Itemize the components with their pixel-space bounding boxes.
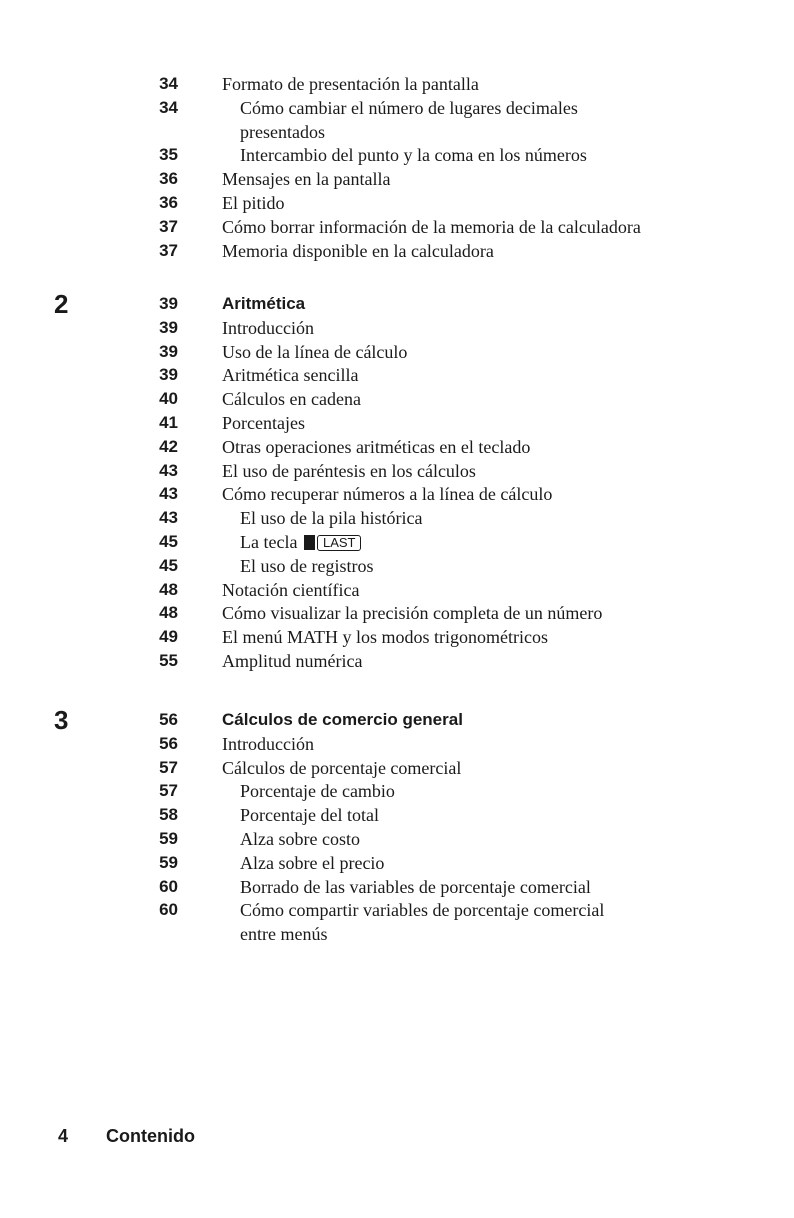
toc-page-number: 60: [159, 900, 178, 920]
toc-entry: [0, 649, 794, 673]
toc-entry-label: Cómo recuperar números a la línea de cálculo: [222, 484, 553, 505]
toc-page-number: 60: [159, 876, 178, 896]
toc-entry-label: El uso de registros: [240, 555, 374, 576]
footer-title: Contenido: [106, 1126, 195, 1146]
toc-entry: [0, 72, 794, 96]
toc-page-number: 40: [159, 389, 178, 409]
footer-page-number: 4: [58, 1126, 69, 1146]
toc-entry-title: [222, 435, 530, 459]
toc-entry-label: Porcentaje del total: [240, 805, 379, 826]
toc-page-number: 35: [159, 145, 178, 165]
toc-entry-title: [240, 143, 587, 167]
toc-entry: [0, 922, 794, 946]
toc-entry-title: [222, 756, 461, 780]
toc-entry-label: Aritmética: [222, 294, 306, 313]
toc-entry-label: Cómo cambiar el número de lugares decimales: [240, 97, 578, 118]
toc-entry-title: [240, 827, 360, 851]
toc-entry-title: [222, 387, 361, 411]
toc-page-number: 39: [159, 365, 178, 385]
toc-page-number: 48: [159, 603, 178, 623]
toc-entry-label: Uso de la línea de cálculo: [222, 341, 408, 362]
toc-entry: [0, 215, 794, 239]
toc-entry: [0, 732, 794, 756]
shift-key-icon: [304, 535, 315, 550]
toc-entry: [0, 435, 794, 459]
toc-entry-title: [222, 167, 390, 191]
toc-entry-label: Cómo visualizar la precisión completa de un número: [222, 603, 603, 624]
toc-entry-title: [240, 851, 384, 875]
toc-entry: [0, 530, 794, 554]
toc-entry: [0, 459, 794, 483]
toc-entry-label: Cálculos en cadena: [222, 389, 361, 410]
toc-entry-title: [222, 649, 362, 673]
chapter-heading-row: [0, 705, 794, 735]
toc-entry-title: [222, 601, 602, 625]
toc-entry-label: Cálculos de porcentaje comercial: [222, 757, 462, 778]
toc-page-number: 56: [159, 733, 178, 753]
toc-page-number: 59: [159, 829, 178, 848]
toc-entry: [0, 851, 794, 875]
toc-entry-title: [222, 239, 494, 263]
toc-entry-label: Porcentajes: [222, 413, 305, 433]
toc-entry-title: [240, 554, 373, 578]
toc-entry-label: El uso de la pila histórica: [240, 508, 423, 529]
toc-entry-title: [222, 482, 552, 506]
toc-page-number: 39: [159, 294, 178, 313]
toc-page-number: 56: [159, 710, 178, 729]
toc-entry-label: El menú MATH y los modos trigonométricos: [222, 627, 548, 648]
toc-entry-label: Intercambio del punto y la coma en los números: [240, 145, 587, 166]
toc-page-number: 49: [159, 627, 178, 647]
toc-entry-label: presentados: [240, 121, 325, 142]
toc-entry-title: [222, 578, 359, 602]
toc-entry-title: [222, 191, 285, 215]
toc-entry-title: [222, 459, 476, 483]
toc-entry: [0, 482, 794, 506]
toc-entry-title: [240, 875, 591, 899]
toc-entry-label: Formato de presentación la pantalla: [222, 74, 479, 94]
toc-entry: [0, 601, 794, 625]
toc-entry-label: entre menús: [240, 924, 328, 945]
toc-page-number: 37: [159, 240, 178, 260]
toc-entry: [0, 779, 794, 803]
toc-entry-title: [222, 732, 314, 756]
toc-entry: [0, 898, 794, 922]
toc-page-number: 45: [159, 555, 178, 575]
toc-page-number: 41: [159, 413, 178, 432]
toc-page-number: 43: [159, 484, 178, 504]
toc-entry: [0, 506, 794, 530]
toc-entry-label: Notación científica: [222, 579, 360, 600]
toc-entry: [0, 143, 794, 167]
toc-entry-label: Borrado de las variables de porcentaje comercial: [240, 876, 591, 897]
toc-entry-title: [222, 625, 548, 649]
toc-entry-title: [222, 215, 641, 239]
toc-entry-label: Alza sobre costo: [240, 829, 360, 849]
toc-page-number: 39: [159, 341, 178, 361]
toc-entry-label: Introducción: [222, 733, 314, 754]
toc-entry: [0, 803, 794, 827]
chapter-number: 3: [54, 705, 69, 735]
toc-entry-title: [240, 779, 395, 803]
toc-entry-label: Otras operaciones aritméticas en el teclado: [222, 436, 531, 457]
toc-entry-label: Introducción: [222, 317, 314, 338]
toc-entry: [0, 340, 794, 364]
toc-entry-title: [240, 96, 578, 120]
last-key-icon: LAST: [317, 535, 362, 551]
toc-entry-label: Mensajes en la pantalla: [222, 169, 391, 190]
toc-entry: [0, 96, 794, 120]
toc-entry-label: La tecla: [240, 532, 298, 552]
toc-entry: [0, 239, 794, 263]
toc-page-number: 34: [159, 74, 178, 93]
toc-entry: [0, 167, 794, 191]
toc-page-number: 36: [159, 169, 178, 189]
toc-entry-label: Cómo borrar información de la memoria de la calculadora: [222, 216, 641, 237]
toc-page-number: 43: [159, 508, 178, 528]
toc-entry-label: Memoria disponible en la calculadora: [222, 240, 494, 261]
toc-page-number: 48: [159, 579, 178, 599]
toc-page-number: 55: [159, 651, 178, 670]
toc-page-number: 59: [159, 852, 178, 872]
toc-page-number: 43: [159, 460, 178, 480]
toc-entry-label: Cálculos de comercio general: [222, 710, 463, 729]
toc-entry: [0, 411, 794, 435]
toc-entry-title: [240, 120, 325, 144]
toc-entry: [0, 625, 794, 649]
chapter-heading-row: [0, 289, 794, 319]
toc-entry-title: [240, 530, 361, 554]
toc-entry-title: [222, 411, 305, 435]
toc-entry-title: [222, 363, 358, 387]
toc-entry: [0, 316, 794, 340]
toc-page-number: 36: [159, 193, 178, 212]
toc-entry-title: [222, 340, 407, 364]
toc-entry-label: Porcentaje de cambio: [240, 781, 395, 802]
toc-page-number: 57: [159, 781, 178, 801]
toc-entry-title: [240, 922, 327, 946]
toc-entry-label: El uso de paréntesis en los cálculos: [222, 460, 476, 481]
toc-entry: [0, 120, 794, 144]
toc-page-number: 37: [159, 216, 178, 236]
toc-entry-label: Amplitud numérica: [222, 651, 363, 671]
toc-entry-title: [240, 803, 379, 827]
toc-entry-title: [240, 506, 422, 530]
toc-page-number: 45: [159, 532, 178, 551]
toc-entry: [0, 756, 794, 780]
toc-entry-label: El pitido: [222, 193, 285, 213]
toc-page-number: 34: [159, 97, 178, 117]
toc-entry-title: [222, 72, 479, 96]
toc-entry: [0, 387, 794, 411]
toc-entry: [0, 578, 794, 602]
toc-entry-label: Aritmética sencilla: [222, 365, 359, 386]
toc-entry: [0, 827, 794, 851]
toc-page-number: 42: [159, 436, 178, 456]
toc-entry: [0, 363, 794, 387]
toc-page-number: 58: [159, 805, 178, 825]
toc-entry-label: Alza sobre el precio: [240, 852, 385, 873]
toc-entry-title: [240, 898, 604, 922]
chapter-title: [222, 292, 305, 316]
toc-entry: [0, 191, 794, 215]
toc-entry-label: Cómo compartir variables de porcentaje comercial: [240, 900, 605, 921]
toc-entry-title: [222, 316, 314, 340]
toc-entry: [0, 554, 794, 578]
chapter-title: [222, 708, 463, 732]
chapter-number: 2: [54, 289, 69, 319]
toc-page-number: 57: [159, 757, 178, 777]
toc-page-number: 39: [159, 317, 178, 337]
toc-entry: [0, 875, 794, 899]
